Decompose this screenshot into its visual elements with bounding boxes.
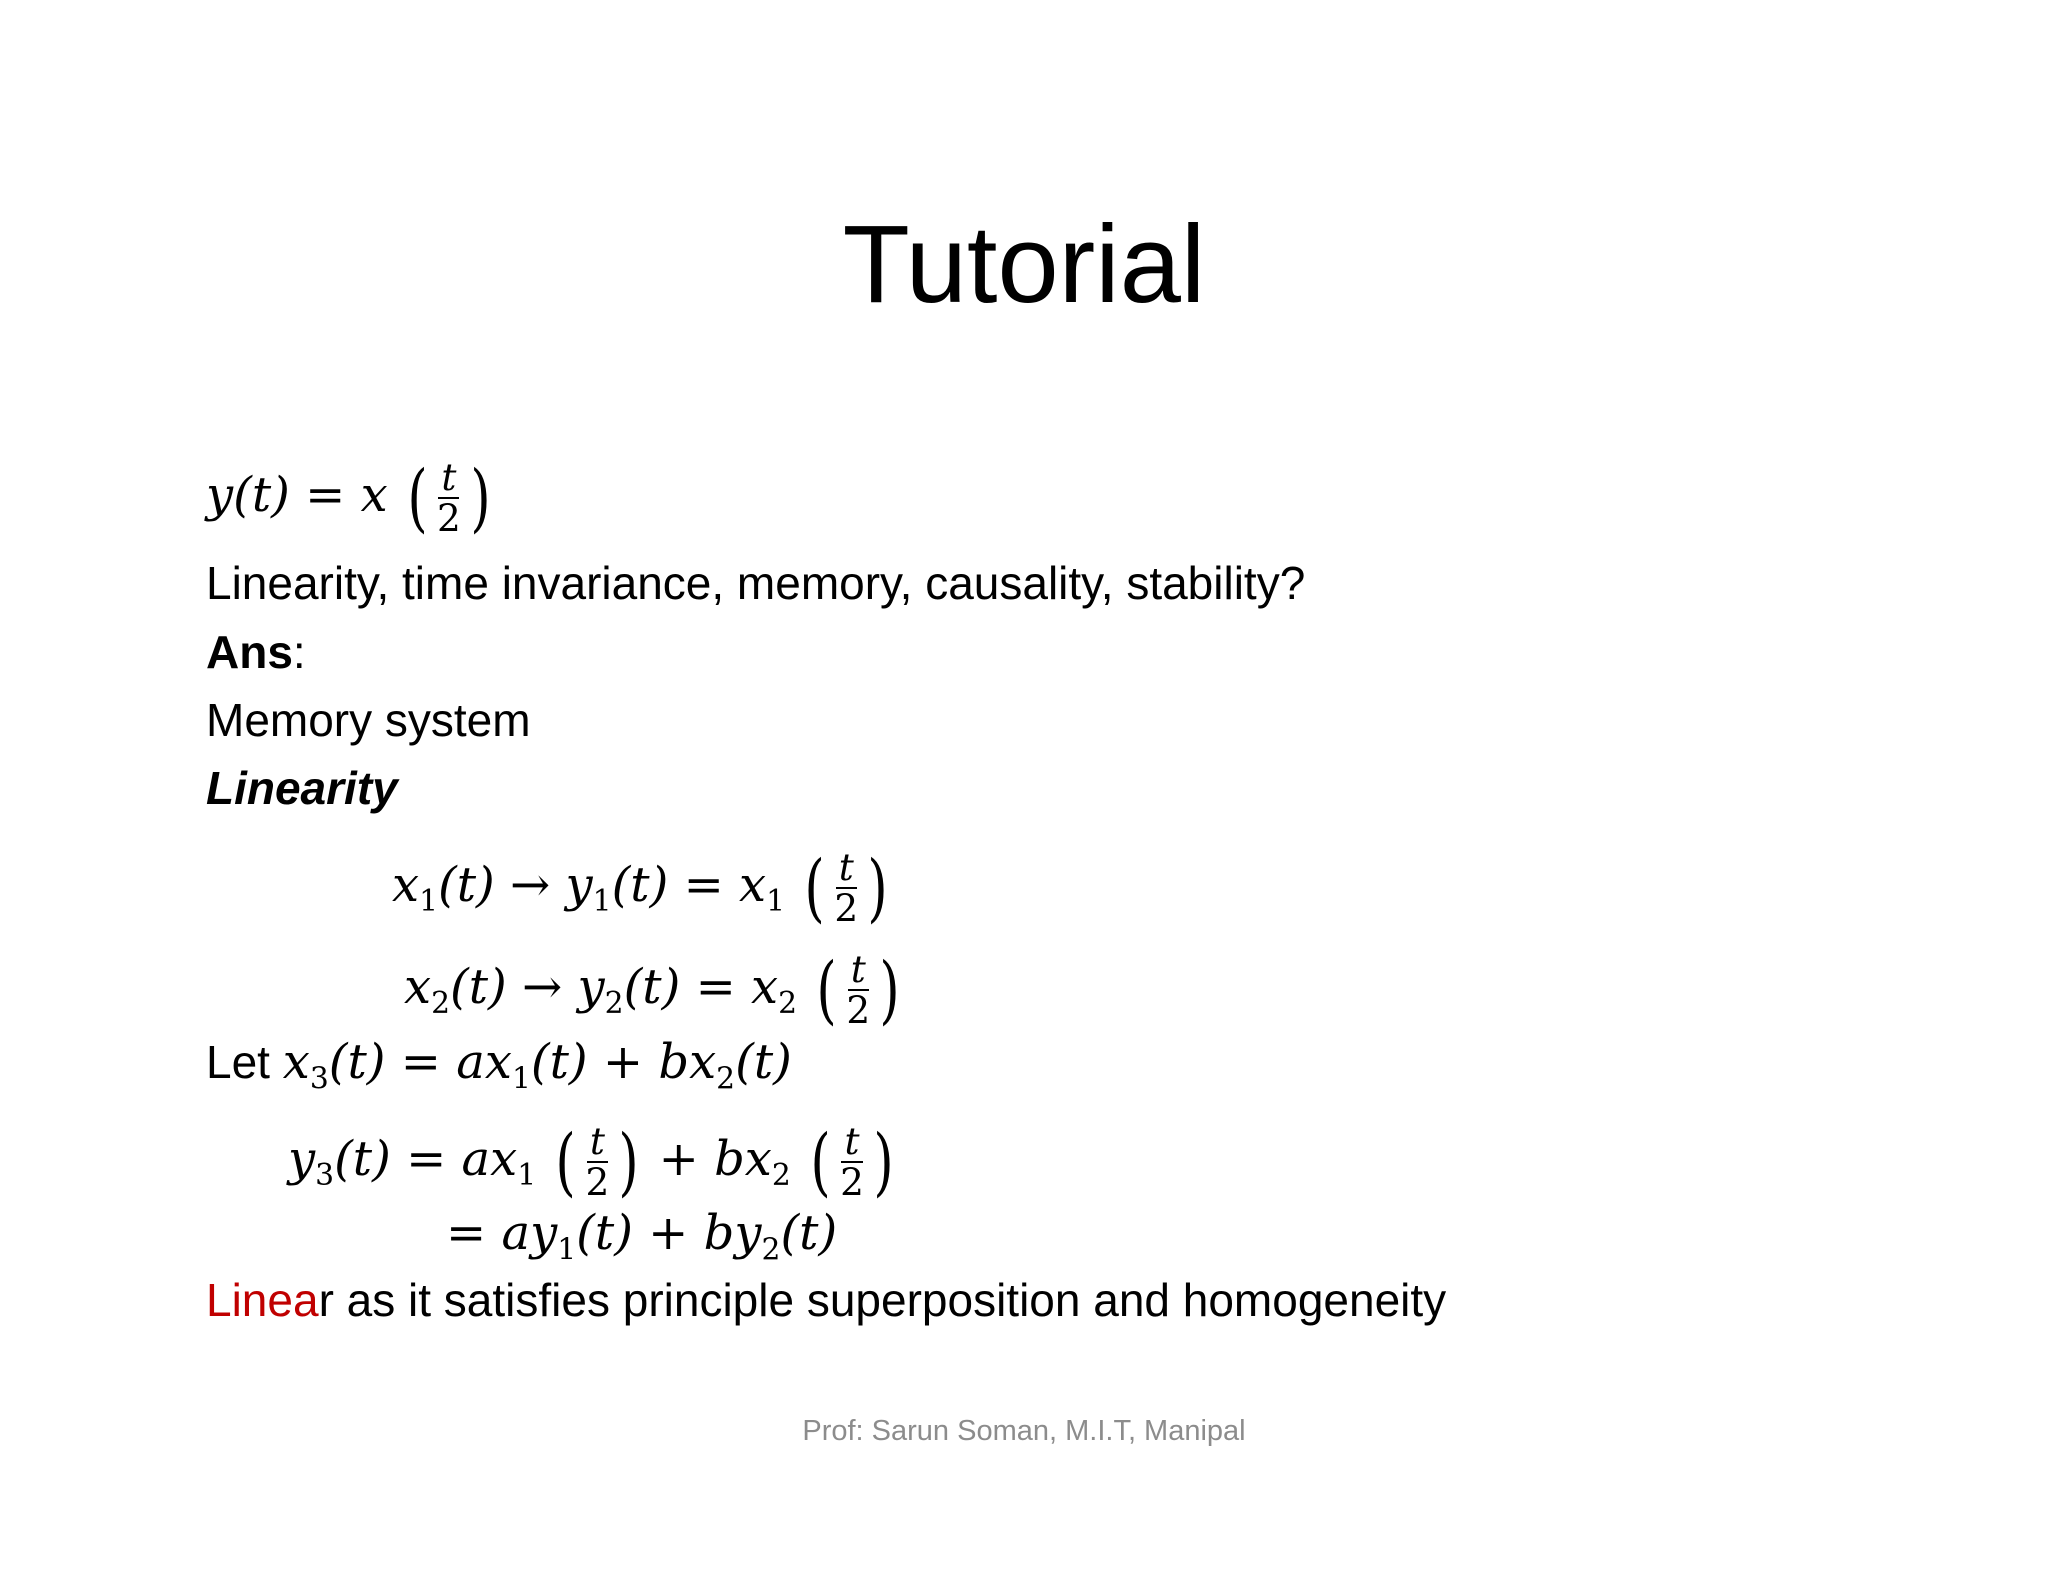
answer-label-line — [206, 622, 306, 682]
question-prompt: Linearity, time invariance, memory, causality, stability? — [206, 557, 1306, 609]
conclusion-rest: r as it satisfies principle superposition and homogeneity — [318, 1274, 1447, 1326]
system-lhs: y(t) = x — [206, 466, 388, 523]
conclusion-highlight: Linea — [206, 1274, 319, 1326]
equation-x1: $x_1(t) \to y_1(t) = x_1$ ( $\frac{t}{2}$ ) — [392, 844, 888, 932]
equation-y3: $y_3(t) = ax_1$ ( $\frac{t}{2}$ ) + $bx_2$ ( $\frac{t}{2}$ ) — [288, 1118, 894, 1206]
memory-system-text: Memory system — [206, 694, 531, 746]
equation-x2: $x_2(t) \to y_2(t) = x_2$ ( $\frac{t}{2}$ ) — [404, 946, 900, 1034]
equation-y3-result: = $ay_1(t) + by_2(t)$ — [446, 1205, 838, 1268]
let-word: Let — [206, 1036, 270, 1088]
slide-footer: Prof: Sarun Soman, M.I.T, Manipal — [802, 1415, 1246, 1447]
system-equation: y(t) = x ( $\frac{t}{2}$ ) — [206, 454, 491, 542]
answer-colon: : — [292, 626, 306, 678]
frac-numerator: t — [438, 458, 459, 499]
slide-title: Tutorial — [842, 203, 1206, 326]
linearity-heading: Linearity — [206, 762, 398, 814]
let-statement — [206, 1032, 792, 1097]
conclusion — [206, 1270, 1446, 1330]
frac-denominator: 2 — [436, 496, 461, 541]
x3-definition: $x_3(t) = ax_1(t) + bx_2(t)$ — [282, 1034, 792, 1097]
answer-label: Ans — [206, 626, 293, 678]
